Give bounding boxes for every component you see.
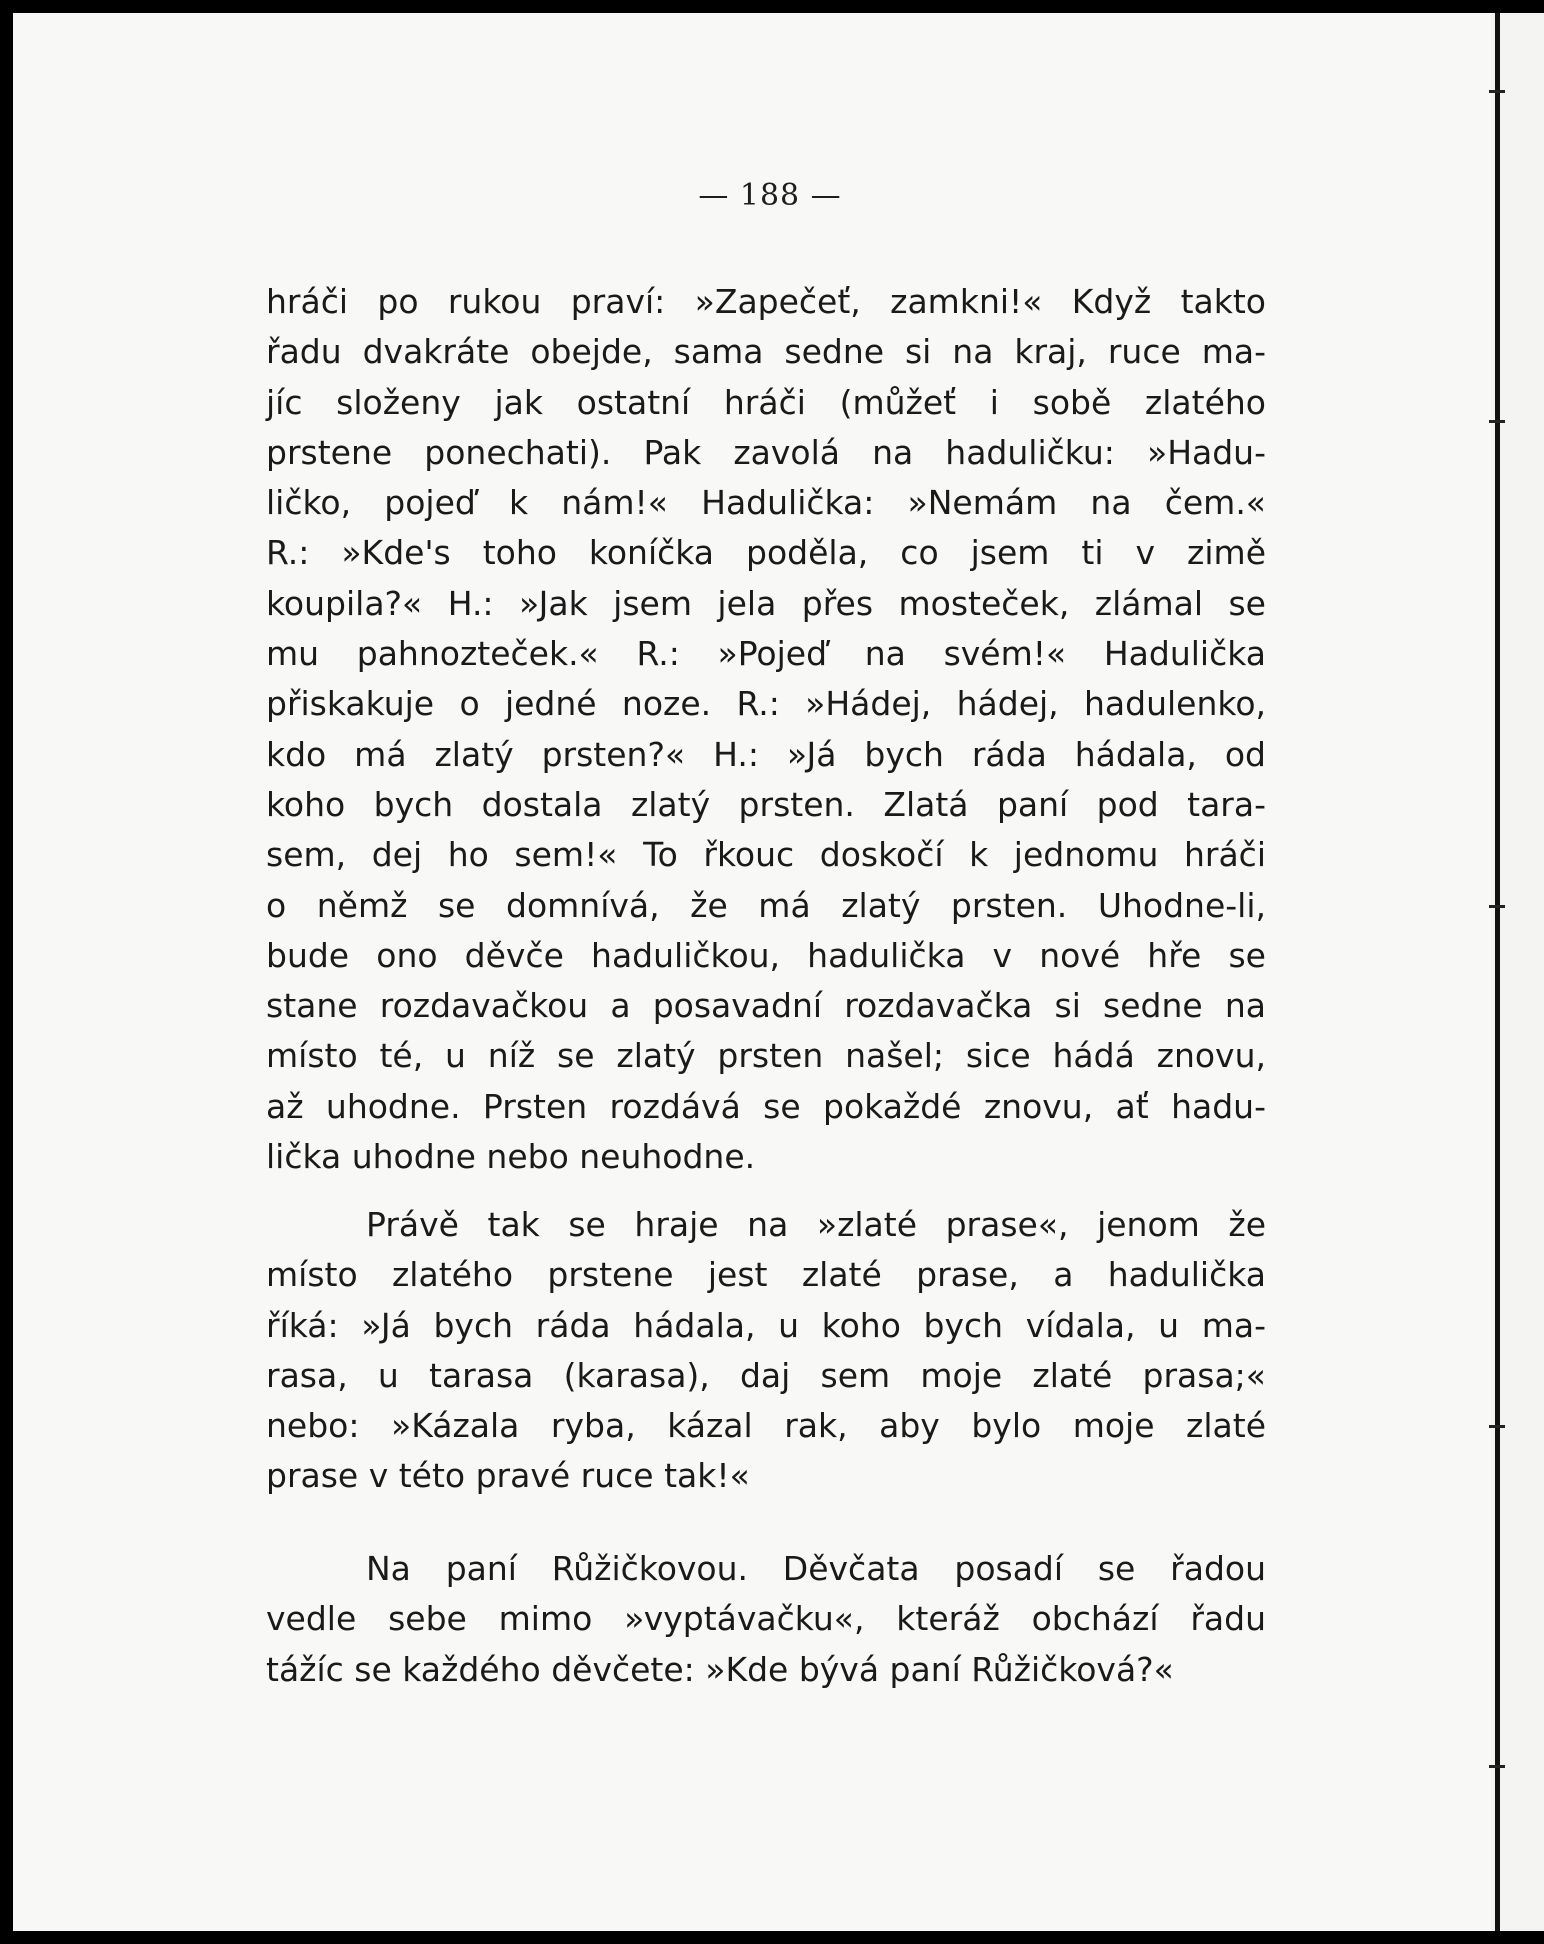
text-line: nebo: »Kázala ryba, kázal rak, aby bylo moje zlaté — [266, 1406, 1266, 1446]
binding-mark — [1489, 1765, 1505, 1768]
paragraph-2 — [266, 1200, 1266, 1502]
binding-mark — [1489, 905, 1505, 908]
text-line: až uhodne. Prsten rozdává se pokaždé znovu, ať hadu- — [266, 1086, 1266, 1126]
text-line: místo zlatého prstene jest zlaté prase, a hadulička — [266, 1255, 1266, 1295]
text-line: R.: »Kde's toho koníčka poděla, co jsem ti v zimě — [266, 533, 1266, 573]
text-line: rasa, u tarasa (karasa), daj sem moje zlaté prasa;« — [266, 1355, 1266, 1395]
paragraph-3 — [266, 1544, 1266, 1695]
text-line: Právě tak se hraje na »zlaté prase«, jenom že — [366, 1205, 1266, 1244]
text-line: mu pahnozteček.« R.: »Pojeď na svém!« Hadulička — [266, 634, 1266, 674]
text-line: prase v této pravé ruce tak!« — [266, 1456, 750, 1496]
text-line: koupila?« H.: »Jak jsem jela přes mosteček, zlámal se — [266, 583, 1266, 623]
page-number: — 188 — — [698, 178, 842, 213]
text-line: stane rozdavačkou a posavadní rozdavačka si sedne na — [266, 986, 1266, 1026]
text-line: jíc složeny jak ostatní hráči (můžeť i sobě zlatého — [266, 382, 1266, 422]
gutter — [1500, 13, 1544, 1931]
text-line: sem, dej ho sem!« To řkouc doskočí k jednomu hráči — [266, 835, 1266, 875]
binding-mark — [1489, 1425, 1505, 1428]
text-line: ličko, pojeď k nám!« Hadulička: »Nemám na čem.« — [266, 483, 1266, 523]
paragraph-1 — [266, 277, 1266, 1182]
text-line: Na paní Růžičkovou. Děvčata posadí se řadou — [366, 1549, 1266, 1588]
text-line: prstene ponechati). Pak zavolá na haduličku: »Hadu- — [266, 432, 1266, 472]
text-line: říká: »Já bych ráda hádala, u koho bych vídala, u ma- — [266, 1305, 1266, 1345]
text-line: bude ono děvče haduličkou, hadulička v nové hře se — [266, 935, 1266, 975]
binding-mark — [1489, 90, 1505, 93]
text-line: kdo má zlatý prsten?« H.: »Já bych ráda hádala, od — [266, 734, 1266, 774]
text-line: lička uhodne nebo neuhodne. — [266, 1137, 756, 1177]
text-line: tážíc se každého děvčete: »Kde bývá paní Růžičková?« — [266, 1649, 1174, 1689]
text-line: koho bych dostala zlatý prsten. Zlatá paní pod tara- — [266, 784, 1266, 824]
text-line: přiskakuje o jedné noze. R.: »Hádej, hádej, hadulenko, — [266, 684, 1266, 724]
text-line: o němž se domnívá, že má zlatý prsten. Uhodne-li, — [266, 885, 1266, 925]
text-line: místo té, u níž se zlatý prsten našel; sice hádá znovu, — [266, 1036, 1266, 1076]
text-line: vedle sebe mimo »vyptávačku«, kteráž obchází řadu — [266, 1599, 1266, 1639]
binding-mark — [1489, 420, 1505, 423]
text-line: řadu dvakráte obejde, sama sedne si na kraj, ruce ma- — [266, 332, 1266, 372]
text-line: hráči po rukou praví: »Zapečeť, zamkni!« Když takto — [266, 282, 1266, 321]
